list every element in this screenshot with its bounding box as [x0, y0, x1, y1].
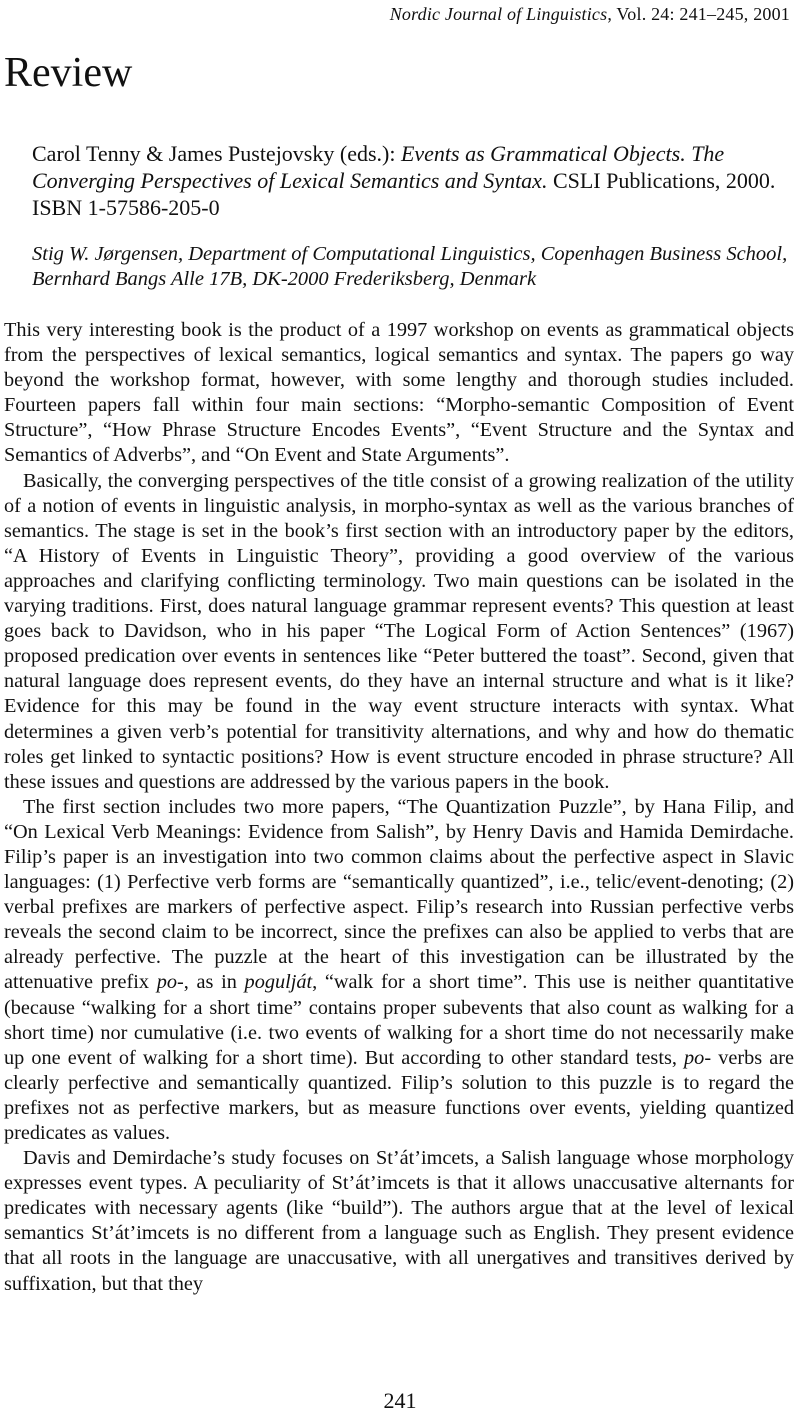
- running-head: [390, 4, 790, 25]
- citation-publisher: CSLI Publications, 2000. ISBN 1-57586-205-0: [32, 168, 776, 220]
- citation-editors: Carol Tenny & James Pustejovsky (eds.):: [32, 141, 396, 166]
- paragraph-3-part-b: , as in: [183, 971, 245, 994]
- section-title: Review: [4, 50, 133, 96]
- paragraph-4: Davis and Demirdache’s study focuses on St’át’imcets, a Salish language whose morphology expresses event types. A peculiarity of St’át’imcets is that it allows unaccusative alternants for predicates with necessary agents (like “build”). The authors argue that at the level of lexical semantics St’át’imcets is no different from a language such as English. They present evidence that all roots in the language are unaccusative, with all unergatives and transitives derived by suffixation, but that they: [4, 1147, 794, 1295]
- review-body: [4, 318, 794, 1297]
- paragraph-2: Basically, the converging perspectives of the title consist of a growing realization of the utility of a notion of events in linguistic analysis, in morpho-syntax as well as the various branches of semantics. The stage is set in the book’s first section with an introductory paper by the editors, “A History of Events in Linguistic Theory”, providing a good overview of the various approaches and clarifying conflicting terminology. Two main questions can be isolated in the varying traditions. First, does natural language grammar represent events? This question at least goes back to Davidson, who in his paper “The Logical Form of Action Sentences” (1967) proposed predication over events in sentences like “Peter buttered the toast”. Second, given that natural language does represent events, do they have an internal structure and what is it like? Evidence for this may be found in the way event structure interacts with syntax. What determines a given verb’s potential for transitivity alternations, and why and how do thematic roles get linked to syntactic positions? How is event structure encoded in phrase structure? All these issues and questions are addressed by the various papers in the book.: [4, 469, 794, 793]
- paragraph-3-part-a: The first section includes two more papers, “The Quantization Puzzle”, by Hana Filip, and “On Lexical Verb Meanings: Evidence from Salish”, by Henry Davis and Hamida Demirdache. Filip’s paper is an investigation into two common claims about the perfective aspect in Slavic languages: (1) Perfective verb forms are “semantically quantized”, i.e., telic/event-denoting; (2) verbal prefixes are markers of perfective aspect. Filip’s research into Russian perfective verbs reveals the second claim to be incorrect, since the prefixes can also be applied to verbs that are already perfective. The puzzle at the heart of this investigation can be illustrated by the attenuative prefix: [4, 795, 794, 994]
- journal-name: Nordic Journal of Linguistics: [389, 4, 608, 24]
- reviewer-affiliation: Stig W. Jørgensen, Department of Computational Linguistics, Copenhagen Business School, Bernhard Bangs Alle 17B, DK-2000 Frederiksberg, Denmark: [32, 243, 788, 290]
- paragraph-1: This very interesting book is the product of a 1997 workshop on events as grammatical objects from the perspectives of lexical semantics, logical semantics and syntax. The papers go way beyond the workshop format, however, with some lengthy and thorough studies included. Fourteen papers fall within four main sections: “Morpho-semantic Composition of Event Structure”, “How Phrase Structure Encodes Events”, “Event Structure and the Syntax and Semantics of Adverbs”, and “On Event and State Arguments”.: [4, 319, 794, 467]
- prefix-term: po-: [684, 1046, 712, 1069]
- prefix-term: po-: [156, 971, 184, 994]
- russian-verb-term: pogulját: [244, 971, 313, 994]
- paragraph-3-part-c: , “walk for a short time”. This use is neither quantitative (because “walking for a short time” contains proper subevents that also count as walking for a short time) nor cumulative (i.e. two events of walking for a short time do not necessarily make up one event of walking for a short time). But according to other standard tests,: [4, 971, 794, 1069]
- page-number: 241: [383, 1388, 417, 1413]
- paragraph-3-part-d: verbs are clearly perfective and semantically quantized. Filip’s solution to this puzzle is to regard the prefixes not as perfective markers, but as measure functions over events, yielding quantized predicates as values.: [4, 1046, 794, 1144]
- book-citation: [32, 140, 794, 221]
- citation-book-title: Events as Grammatical Objects. The Converging Perspectives of Lexical Semantics and Syntax.: [32, 141, 725, 193]
- volume-info: , Vol. 24: 241–245, 2001: [607, 4, 790, 24]
- paragraph-3: [4, 795, 794, 1146]
